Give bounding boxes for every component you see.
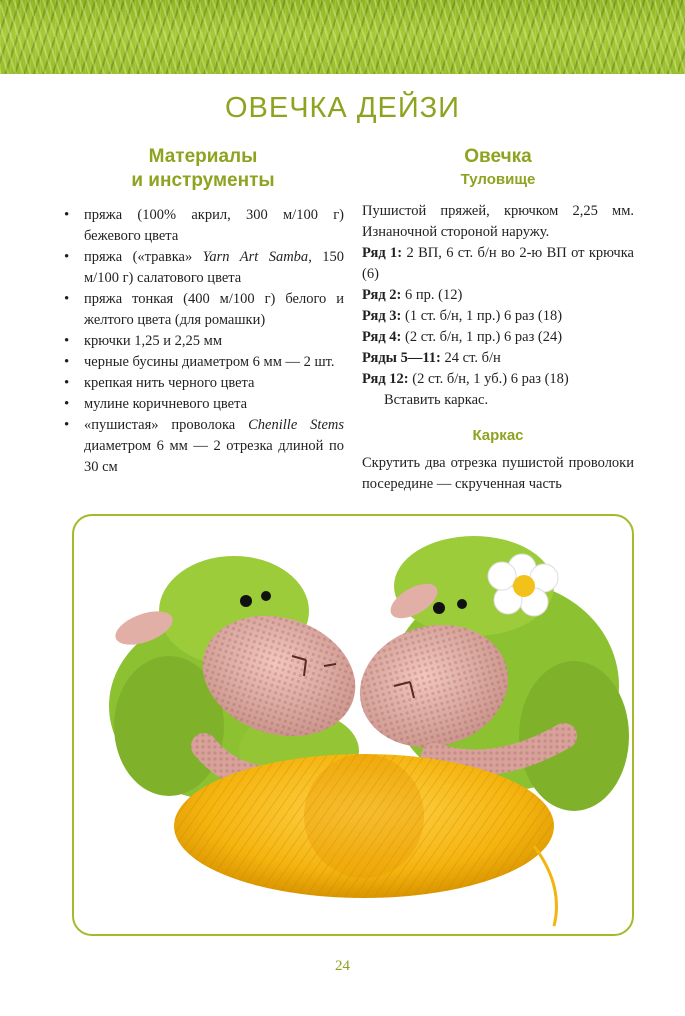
row-instruction: Ряд 1: 2 ВП, 6 ст. б/н во 2-ю ВП от крючка (6) [362,245,634,282]
list-item: • крепкая нить черного цвета [62,373,344,394]
row-instruction: Ряд 4: (2 ст. б/н, 1 пр.) 6 раз (24) [362,329,563,345]
rows-list [362,243,634,390]
list-item: • пряжа тонкая (400 м/100 г) белого и желтого цвета (для ромашки) [62,289,344,331]
row-instruction: Ряд 3: (1 ст. б/н, 1 пр.) 6 раз (18) [362,308,563,324]
materials-column [62,145,344,478]
frame-paragraph: Скрутить два отрезка пушистой проволоки посередине — скрученная часть [362,455,634,492]
row-instruction: Ряд 2: 6 пр. (12) [362,287,463,303]
list-item: • крючки 1,25 и 2,25 мм [62,331,344,352]
list-item: • мулине коричневого цвета [62,394,344,415]
insert-frame-note: Вставить каркас. [384,392,489,408]
sheep-photo [72,514,634,936]
row-instruction: Ряды 5—11: 24 ст. б/н [362,350,501,366]
page-number: 24 [335,958,350,974]
frame-subheading: Каркас [472,427,524,444]
list-item: • пряжа (100% акрил, 300 м/100 г) бежевого цвета [62,205,344,247]
page-title: ОВЕЧКА ДЕЙЗИ [224,92,461,124]
daisy-flower [488,554,558,616]
sheep-illustration [74,516,632,934]
grass-header-band [0,0,685,74]
row-instruction: Ряд 12: (2 ст. б/н, 1 уб.) 6 раз (18) [362,371,569,387]
materials-heading: Материалы и инструменты [131,146,275,191]
intro-paragraph: Пушистой пряжей, крючком 2,25 мм. Изнаночной стороной наружу. [362,203,634,240]
section-heading: Овечка [464,146,532,167]
list-item: • черные бусины диаметром 6 мм — 2 шт. [62,352,344,373]
list-item: • «пушистая» проволока Chenille Stems диаметром 6 мм — 2 отрезка длиной по 30 см [62,415,344,478]
list-item: • пряжа («травка» Yarn Art Samba, 150 м/100 г) салатового цвета [62,247,344,289]
materials-list [62,205,344,478]
yarn-skein [174,754,557,926]
body-subheading: Туловище [460,171,536,188]
instructions-column [362,145,634,495]
